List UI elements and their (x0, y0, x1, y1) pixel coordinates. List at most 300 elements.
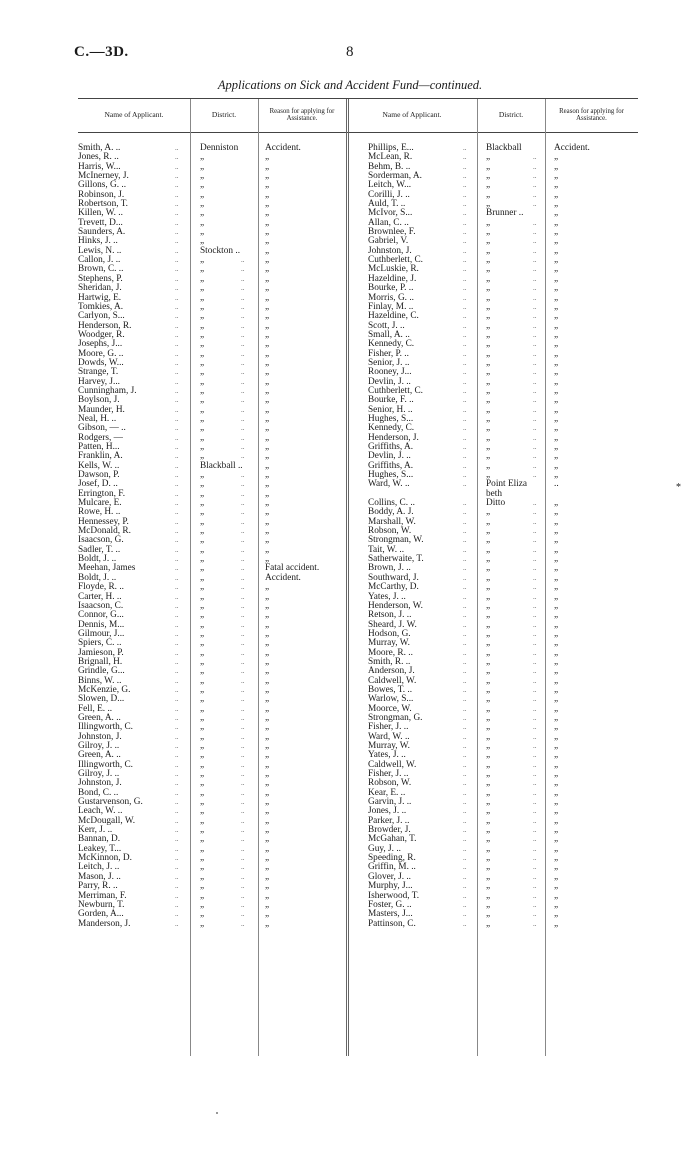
applicant-name-right: Senior, H. .. (368, 404, 413, 415)
leader-dots: .. (533, 293, 537, 302)
leader-dots: .. (533, 601, 537, 610)
reason-left: „ (265, 273, 270, 284)
applicant-name-left: McKinnon, D. (78, 853, 132, 864)
leader-dots: .. (463, 713, 467, 722)
district-left: „ (200, 750, 205, 761)
leader-dots: .. (241, 788, 245, 797)
reason-right: „ (554, 703, 559, 714)
leader-dots: .. (463, 508, 467, 517)
leader-dots: .. (463, 527, 467, 536)
reason-right: „ (554, 797, 559, 808)
applicant-name-right: Behm, B. .. (368, 161, 411, 172)
leader-dots: .. (533, 770, 537, 779)
leader-dots: .. (175, 414, 179, 423)
leader-dots: .. (175, 816, 179, 825)
leader-dots: .. (175, 312, 179, 321)
applicant-name-left: Gustarvenson, G. (78, 797, 143, 808)
district-left: „ (200, 684, 205, 695)
leader-dots: .. (533, 414, 537, 423)
reason-right: „ (554, 161, 559, 172)
applicant-name-right: Fisher, J. .. (368, 722, 409, 733)
district-right: „ (486, 909, 491, 920)
applicant-name-right: Auld, T. .. (368, 199, 406, 210)
leader-dots: .. (533, 611, 537, 620)
reason-right: „ (554, 787, 559, 798)
leader-dots: .. (533, 807, 537, 816)
leader-dots: .. (463, 639, 467, 648)
district-left: „ (200, 544, 205, 555)
reason-left: „ (265, 544, 270, 555)
district-right: „ (486, 526, 491, 537)
district-right: „ (486, 245, 491, 256)
leader-dots: .. (175, 891, 179, 900)
leader-dots: .. (241, 349, 245, 358)
reason-left: „ (265, 628, 270, 639)
leader-dots: .. (463, 872, 467, 881)
district-right: „ (486, 189, 491, 200)
applicant-name-right: McIvor, S... (368, 208, 413, 219)
leader-dots: .. (463, 237, 467, 246)
applicant-name-left: Leach, W. .. (78, 806, 123, 817)
leader-dots: .. (533, 882, 537, 891)
reason-right: „ (554, 750, 559, 761)
leader-dots: .. (241, 667, 245, 676)
leader-dots: .. (241, 443, 245, 451)
applicant-name-right: Cuthberlett, C. (368, 255, 424, 266)
applicant-name-right: Small, A. .. (368, 329, 410, 340)
leader-dots: .. (175, 405, 179, 414)
applicant-name-left: Saunders, A. (78, 227, 126, 238)
applicant-name-left: Boylson, J. (78, 395, 120, 406)
leader-dots: .. (175, 564, 179, 573)
applicant-name-right: Tait, W. .. (368, 544, 405, 555)
applicant-name-right: Henderson, W. (368, 600, 424, 611)
district-left: „ (200, 591, 205, 602)
reason-left: „ (265, 619, 270, 630)
leader-dots: .. (463, 405, 467, 414)
reason-right: „ (554, 712, 559, 723)
leader-dots: .. (175, 807, 179, 816)
leader-dots: .. (241, 396, 245, 405)
applicant-name-right: McLuskie, R. (368, 264, 419, 275)
district-right: „ (486, 329, 491, 340)
leader-dots: .. (463, 910, 467, 919)
district-right: „ (486, 881, 491, 892)
reason-right: „ (554, 357, 559, 368)
leader-dots: .. (533, 377, 537, 386)
reason-left: „ (265, 712, 270, 723)
leader-dots: .. (175, 900, 179, 909)
leader-dots: .. (241, 685, 245, 694)
leader-dots: .. (241, 564, 245, 573)
leader-dots: .. (463, 368, 467, 377)
reason-right: „ (554, 572, 559, 583)
leader-dots: .. (175, 527, 179, 536)
leader-dots: .. (241, 826, 245, 835)
district-left: „ (200, 264, 205, 275)
leader-dots: .. (533, 471, 537, 480)
applicant-name-left: Woodger, R. (78, 329, 125, 340)
district-left: „ (200, 395, 205, 406)
leader-dots: .. (463, 293, 467, 302)
stray-mark (216, 1112, 218, 1114)
reason-right: „ (554, 311, 559, 322)
district-right: „ (486, 451, 491, 462)
district-right: „ (486, 899, 491, 910)
reason-left: „ (265, 301, 270, 312)
leader-dots: .. (533, 424, 537, 433)
district-left: „ (200, 806, 205, 817)
leader-dots: .. (533, 826, 537, 835)
district-right: „ (486, 806, 491, 817)
leader-dots: .. (533, 564, 537, 573)
leader-dots: .. (463, 414, 467, 423)
district-left: „ (200, 703, 205, 714)
applicant-name-left: Green, A. .. (78, 712, 121, 723)
column-divider (190, 99, 191, 1056)
applicant-name-right: Caldwell, W. (368, 759, 417, 770)
reason-right: „ (554, 563, 559, 574)
leader-dots: .. (241, 489, 245, 498)
district-right: „ (486, 787, 491, 798)
leader-dots: .. (463, 349, 467, 358)
leader-dots: .. (463, 900, 467, 909)
leader-dots: .. (175, 844, 179, 853)
leader-dots: .. (463, 695, 467, 704)
reason-left: „ (265, 423, 270, 434)
leader-dots: .. (533, 368, 537, 377)
applicant-name-right: Fisher, P. .. (368, 348, 409, 359)
reason-left: „ (265, 918, 270, 929)
district-right: „ (486, 199, 491, 210)
district-left: „ (200, 787, 205, 798)
applicant-name-left: Floyde, R. .. (78, 582, 124, 593)
district-left: „ (200, 171, 205, 182)
applicant-name-right: Gabriel, V. (368, 236, 409, 247)
reason-left: „ (265, 843, 270, 854)
reason-left: „ (265, 890, 270, 901)
reason-left: „ (265, 451, 270, 462)
reason-left: „ (265, 367, 270, 378)
reason-right: „ (554, 395, 559, 406)
reason-right: „ (554, 526, 559, 537)
district-left: „ (200, 619, 205, 630)
reason-right: „ (554, 544, 559, 555)
district-right: „ (486, 797, 491, 808)
leader-dots: .. (533, 284, 537, 293)
reason-right: „ (554, 460, 559, 471)
reason-right: „ (554, 834, 559, 845)
applicant-name-right: Scott, J. .. (368, 320, 405, 331)
reason-right: „ (554, 899, 559, 910)
applicant-name-right: Phillips, E... (368, 143, 414, 153)
reason-right: „ (554, 666, 559, 677)
applicant-name-right: Strongman, G. (368, 712, 423, 723)
applicant-name-right: Hodson, G. (368, 628, 411, 639)
leader-dots: .. (175, 190, 179, 199)
reason-left: „ (265, 694, 270, 705)
reason-right: „ (554, 451, 559, 462)
leader-dots: .. (241, 274, 245, 283)
leader-dots: .. (175, 835, 179, 844)
reason-right: „ (554, 301, 559, 312)
district-left: „ (200, 769, 205, 780)
district-left: „ (200, 442, 205, 452)
leader-dots: .. (463, 358, 467, 367)
leader-dots: .. (533, 405, 537, 414)
leader-dots: .. (175, 368, 179, 377)
reason-right: „ (554, 675, 559, 686)
reason-right: „ (554, 843, 559, 854)
district-right: „ (486, 171, 491, 182)
reason-left: „ (265, 320, 270, 331)
leader-dots: .. (175, 742, 179, 750)
leader-dots: .. (533, 190, 537, 199)
column-divider (545, 99, 546, 1056)
applicant-name-right: Griffiths, A. (368, 442, 414, 452)
district-right: „ (486, 834, 491, 845)
applicant-name-left: Robertson, T. (78, 199, 129, 210)
reason-right: „ (554, 255, 559, 266)
leader-dots: .. (241, 620, 245, 629)
district-left: „ (200, 339, 205, 350)
applicant-name-right: Brown, J. .. (368, 563, 411, 574)
leader-dots: .. (241, 713, 245, 722)
applicant-name-left: Strange, T. (78, 367, 119, 378)
district-right: „ (486, 825, 491, 836)
applicant-name-left: Trevett, D... (78, 217, 123, 228)
leader-dots: .. (533, 629, 537, 638)
reason-left: „ (265, 498, 270, 509)
applicant-name-left: Gorden, A... (78, 909, 124, 920)
applicant-name-left: Patten, H... (78, 442, 120, 452)
district-left: „ (200, 834, 205, 845)
district-left: „ (200, 283, 205, 294)
reason-left: „ (265, 881, 270, 892)
applicant-name-left: Meehan, James (78, 563, 136, 574)
district-left: „ (200, 516, 205, 527)
leader-dots: .. (241, 377, 245, 386)
leader-dots: .. (463, 480, 467, 489)
district-left: „ (200, 843, 205, 854)
document-reference: C.—3D. (74, 44, 129, 60)
leader-dots: .. (463, 396, 467, 405)
reason-right: „ (554, 684, 559, 695)
leader-dots: .. (463, 788, 467, 797)
column-header-reason-right: Reason for applying for Assistance. (559, 108, 624, 122)
leader-dots: .. (463, 536, 467, 545)
leader-dots: .. (175, 284, 179, 293)
district-left: „ (200, 572, 205, 583)
leader-dots: .. (175, 153, 179, 162)
district-right: „ (486, 470, 491, 481)
leader-dots: .. (241, 508, 245, 517)
reason-left: „ (265, 208, 270, 219)
reason-left: „ (265, 797, 270, 808)
applicant-name-right: Retson, J. .. (368, 610, 412, 621)
leader-dots: .. (533, 246, 537, 255)
reason-left: „ (265, 442, 270, 452)
district-right: „ (486, 731, 491, 742)
applicant-name-right: Jones, J. .. (368, 806, 407, 817)
leader-dots: .. (241, 704, 245, 713)
district-left: „ (200, 311, 205, 322)
leader-dots: .. (463, 583, 467, 592)
reason-left: „ (265, 853, 270, 864)
leader-dots: .. (241, 760, 245, 769)
leader-dots: .. (175, 499, 179, 508)
applicant-name-right: Marshall, W. (368, 516, 416, 527)
district-right: „ (486, 862, 491, 873)
district-right: „ (486, 582, 491, 593)
district-left: „ (200, 498, 205, 509)
column-divider (258, 99, 259, 1056)
reason-right: „ (554, 731, 559, 742)
leader-dots: .. (533, 695, 537, 704)
reason-left: „ (265, 862, 270, 873)
leader-dots: .. (241, 611, 245, 620)
reason-right: „ (554, 292, 559, 303)
district-right: „ (486, 647, 491, 658)
leader-dots: .. (175, 695, 179, 704)
applicant-name-left: Josef, D. .. (78, 479, 118, 490)
leader-dots: .. (175, 798, 179, 807)
leader-dots: .. (175, 386, 179, 395)
leader-dots: .. (533, 910, 537, 919)
district-right: „ (486, 544, 491, 555)
leader-dots: .. (533, 321, 537, 330)
reason-right: „ (554, 647, 559, 658)
reason-right: „ (554, 245, 559, 256)
district-right: „ (486, 703, 491, 714)
district-right: „ (486, 348, 491, 359)
reason-left: „ (265, 778, 270, 789)
district-left: „ (200, 227, 205, 238)
applicant-name-right: Warlow, S... (368, 694, 414, 705)
applicant-name-left: Kerr, J. .. (78, 825, 113, 836)
leader-dots: .. (463, 200, 467, 209)
leader-dots: .. (463, 601, 467, 610)
district-right: „ (486, 367, 491, 378)
district-right: „ (486, 376, 491, 387)
applicant-name-right: Sheard, J. W. (368, 619, 417, 630)
leader-dots: .. (241, 414, 245, 423)
leader-dots: .. (175, 536, 179, 545)
leader-dots: .. (175, 713, 179, 722)
leader-dots: .. (463, 330, 467, 339)
leader-dots: .. (175, 377, 179, 386)
reason-right: „ (554, 385, 559, 396)
leader-dots: .. (463, 190, 467, 199)
leader-dots: .. (241, 601, 245, 610)
reason-left: „ (265, 600, 270, 611)
reason-left: „ (265, 787, 270, 798)
leader-dots: .. (241, 386, 245, 395)
leader-dots: .. (241, 751, 245, 760)
leader-dots: .. (533, 713, 537, 722)
reason-left: „ (265, 217, 270, 228)
leader-dots: .. (241, 863, 245, 872)
district-right: „ (486, 554, 491, 565)
reason-left: „ (265, 806, 270, 817)
district-right: Point Eliza (486, 479, 528, 490)
applicant-name-left: Tomkies, A. (78, 301, 124, 312)
leader-dots: .. (175, 461, 179, 470)
leader-dots: .. (463, 723, 467, 732)
leader-dots: .. (463, 256, 467, 265)
reason-left: „ (265, 339, 270, 350)
applicant-name-right: Guy, J. .. (368, 843, 401, 854)
leader-dots: .. (533, 657, 537, 666)
leader-dots: .. (463, 471, 467, 480)
column-header-name-right: Name of Applicant. (382, 110, 442, 119)
district-left: „ (200, 255, 205, 266)
reason-right: „ (554, 815, 559, 826)
applicant-name-left: Gillons, G. .. (78, 180, 127, 191)
applicant-name-right: Moore, R. .. (368, 647, 413, 658)
leader-dots: .. (175, 209, 179, 218)
leader-dots: .. (533, 854, 537, 863)
leader-dots: .. (175, 919, 179, 928)
district-right: „ (486, 572, 491, 583)
leader-dots: .. (175, 685, 179, 694)
reason-right: „ (554, 656, 559, 667)
district-right: „ (486, 311, 491, 322)
leader-dots: .. (533, 228, 537, 237)
district-left: „ (200, 273, 205, 284)
leader-dots: .. (175, 826, 179, 835)
applicant-name-right: Boddy, A. J. (368, 507, 414, 518)
applicant-name-right: Sorderman, A. (368, 171, 422, 182)
district-left: Denniston (200, 143, 239, 153)
applicant-name-left: Harris, W... (78, 161, 121, 172)
applicant-name-right: Speeding, R. (368, 853, 416, 864)
leader-dots: .. (463, 891, 467, 900)
leader-dots: .. (175, 592, 179, 601)
leader-dots: .. (533, 723, 537, 732)
district-left: „ (200, 694, 205, 705)
applicant-name-right: Kear, E. .. (368, 787, 406, 798)
district-right: „ (486, 255, 491, 266)
leader-dots: .. (533, 461, 537, 470)
leader-dots: .. (175, 770, 179, 779)
leader-dots: .. (463, 274, 467, 283)
district-left: „ (200, 301, 205, 312)
leader-dots: .. (241, 368, 245, 377)
applicant-name-right: McLean, R. (368, 152, 413, 163)
leader-dots: .. (175, 396, 179, 405)
district-right: „ (486, 507, 491, 518)
district-left: „ (200, 647, 205, 658)
leader-dots: .. (241, 676, 245, 685)
applicant-name-left: Rodgers, — (78, 432, 123, 443)
leader-dots: .. (175, 237, 179, 246)
leader-dots: .. (533, 704, 537, 713)
leader-dots: .. (241, 330, 245, 339)
reason-left: „ (265, 703, 270, 714)
leader-dots: .. (175, 433, 179, 442)
leader-dots: .. (175, 676, 179, 685)
reason-right: „ (554, 320, 559, 331)
reason-right: „ (554, 516, 559, 527)
district-right: „ (486, 759, 491, 770)
applicant-name-left: McDougall, W. (78, 815, 136, 826)
reason-right: „ (554, 638, 559, 649)
district-left: „ (200, 610, 205, 621)
district-right: „ (486, 292, 491, 303)
leader-dots: .. (463, 162, 467, 171)
leader-dots: .. (241, 723, 245, 732)
